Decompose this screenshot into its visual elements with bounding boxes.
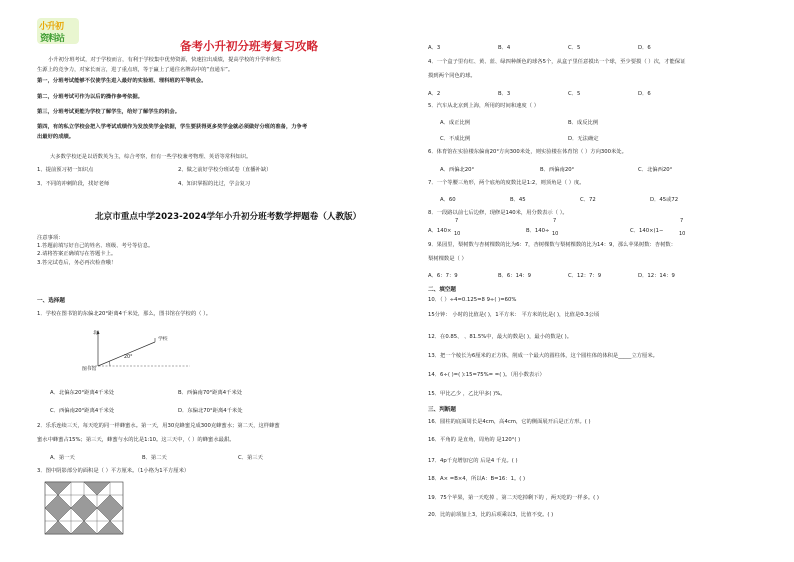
- option-a[interactable]: A．西偏北20°: [440, 167, 475, 173]
- option-d[interactable]: D．6: [638, 45, 651, 51]
- fraction-numerator: 7: [553, 218, 557, 224]
- advice-item: 4、知识掌握的比过，学会复习: [178, 181, 251, 187]
- strategy-title: 备考小升初分班考复习攻略: [180, 39, 318, 53]
- fraction-numerator: 7: [455, 218, 459, 224]
- question-text: 15．甲比乙少 ，乙比甲多( )%。: [428, 391, 506, 397]
- question-text: 4．一个盒子里有红、黄、蓝、绿四种颜色的球各5个，从盒子里任意摸出一个球，至少要摸（ ）次，才能保证: [428, 59, 686, 65]
- question-text: 17．4p千克增加它的 后是4 千克。( ): [428, 458, 518, 464]
- notice-item: 1.答题前填写好自己的姓名、班级、考号等信息。: [37, 243, 154, 249]
- question-text: 14．6÷( )=( ):15=75%= =( )。（用小数表示）: [428, 372, 545, 378]
- question-text: 梨树棵数是（ ）: [428, 256, 467, 262]
- notice-item: 3.答完试卷后，务必再次检查哦！: [37, 260, 117, 266]
- library-label: 图书馆: [82, 367, 97, 372]
- option-b[interactable]: B．成反比例: [568, 120, 599, 126]
- question-text: 6．体育馆在实验楼东偏南20°方向300米处，则实验楼在体育馆（ ）方向300米处。: [428, 149, 627, 155]
- shaded-grid-figure: [45, 482, 125, 536]
- section-choice: 一、选择题: [37, 298, 65, 304]
- option-c[interactable]: C．第三天: [238, 455, 263, 461]
- option-b[interactable]: B．4: [498, 45, 511, 51]
- question-text: 19．75个苹果，第一天吃掉 ，第二天吃掉剩下的 ，两天吃的一样多。( ): [428, 495, 599, 501]
- question-text: 16．平角的 是直角，周角的 是120°( ): [428, 437, 521, 443]
- question-text: 3．图中阴影部分的面积是（ ）平方厘米。（1小格为1平方厘米）: [37, 468, 190, 474]
- option-c[interactable]: C．72: [580, 197, 596, 203]
- option-d[interactable]: D．45或72: [650, 197, 679, 203]
- notice-title: 注意事项：: [37, 235, 64, 241]
- option-b[interactable]: B．西偏南70°距离4千米处: [178, 390, 243, 396]
- option-d[interactable]: D．无法确定: [568, 136, 599, 142]
- option-b[interactable]: B．西偏南20°: [540, 167, 575, 173]
- option-b[interactable]: B．第二天: [142, 455, 167, 461]
- option-a[interactable]: A．第一天: [50, 455, 75, 461]
- option-b[interactable]: B．45: [510, 197, 526, 203]
- option-c[interactable]: C．12：7：9: [568, 273, 602, 279]
- option-a[interactable]: A．北偏东20°距离4千米处: [50, 390, 115, 396]
- advice-item: 3、不同的冲刺阶段，找好老师: [37, 181, 110, 187]
- fraction-denominator: 10: [679, 231, 686, 237]
- fraction-denominator: 10: [454, 231, 461, 237]
- brand-logo: [37, 18, 79, 44]
- point-line: 第二，分班考试可作为以后的操作参考依据。: [37, 94, 143, 100]
- option-a[interactable]: A．60: [440, 197, 456, 203]
- option-b[interactable]: B．3: [498, 91, 511, 97]
- option-a[interactable]: A．成正比例: [440, 120, 471, 126]
- question-text: 20．比的前项加上3，比的后项乘以3，比值不变。( ): [428, 512, 554, 518]
- option-d[interactable]: D．12：14：9: [638, 273, 675, 279]
- option-c[interactable]: C．北偏西20°: [638, 167, 673, 173]
- option-c[interactable]: C．5: [568, 45, 581, 51]
- option-a[interactable]: A．3: [428, 45, 441, 51]
- section-fill: 二、填空题: [428, 287, 456, 293]
- school-label: 学校: [158, 337, 168, 342]
- option-a[interactable]: A．2: [428, 91, 441, 97]
- logo-text-top: 小升初: [39, 22, 64, 32]
- option-d[interactable]: D．6: [638, 91, 651, 97]
- question-text: 蜜水中蜂蜜占15%；第三天，蜂蜜与水的比是1:10。这三天中，（ ）的蜂蜜水最甜。: [37, 437, 235, 443]
- option-c[interactable]: C．西偏南20°距离4千米处: [50, 408, 115, 414]
- question-text: 16．圆柱的底面周长是4cm，高4cm，它的侧面展开后是正方形。( ): [428, 419, 591, 425]
- point-line: 第一，分班考试能够不仅使学生进入最好的实验班、理科班的平等机会。: [37, 78, 207, 84]
- north-label: 北: [93, 331, 98, 336]
- point-line: 第三，分班考试更能为学校了解学生，给好了解学生的机会。: [37, 109, 181, 115]
- option-b[interactable]: B．6：14：9: [498, 273, 532, 279]
- question-text: 摸到两个同色的球。: [428, 73, 476, 79]
- question-text: 5．汽车从北京到上海，所用的时间和速度（ ）: [428, 103, 539, 109]
- angle-label: 20°: [124, 355, 133, 360]
- question-text: 8．一段路以前七后边修，现修是140米，用分数表示（ ）。: [428, 210, 568, 216]
- intro-line: 小升初分班考试，对于学校而言，有利于学校集中优势资源，快速拉出成绩，提高学校的升学率和生: [48, 57, 282, 63]
- point-line: 第四，有的私立学校会把入学考试成绩作为发放奖学金依据，学生要获得更多奖学金就必须做好分班的准备，力争考: [37, 124, 308, 130]
- option-a[interactable]: A．6：7：9: [428, 273, 458, 279]
- question-text: 10．（ ）÷4=0.125=8 9÷( )=60%: [428, 297, 517, 303]
- option-b[interactable]: B．140÷: [526, 228, 550, 234]
- point-line: 出最好的成绩。: [37, 134, 75, 140]
- option-a[interactable]: A．140×: [428, 228, 452, 234]
- exam-title: 北京市重点中学2023-2024学年小升初分班考数学押题卷（人教版）: [95, 212, 362, 222]
- option-c[interactable]: C．140×(1−: [630, 228, 664, 234]
- advice-item: 2、做之前好学校分班试卷（直播补缺）: [178, 167, 272, 173]
- angle-arc: [109, 361, 110, 366]
- question-text: 1．学校在图书馆的东偏北20°距离4千米处，那么，图书馆在学校的（ ）。: [37, 311, 212, 317]
- intro-line: 生源上的竞争力，对家长而言，进了重点班，等于赢上了通往名牌高中的“直通车”。: [37, 67, 234, 73]
- fraction-numerator: 7: [680, 218, 684, 224]
- advice-item: 1、提前预习初一知识点: [37, 167, 94, 173]
- question-text: 13．把一个棱长为6厘米的正方体，削成一个最大的圆柱体，这个圆柱体的体积是_____立方厘米。: [428, 353, 658, 359]
- question-text: 15分钟： 小时的比值是( )，1平方米： 平方米的比是( )，比值是0.3公顷: [428, 312, 600, 318]
- question-text: 18．A× =B×4，所以A：B=16：1。( ): [428, 476, 526, 482]
- section-judge: 三、判断题: [428, 407, 456, 413]
- notice-item: 2.请将答案正确填写在答题卡上。: [37, 251, 117, 257]
- option-c[interactable]: C．不成比例: [440, 136, 471, 142]
- question-text: 9．果园里，梨树数与杏树棵数的比为6：7，杏树棵数与梨树棵数的比为14：9，那么苹果树数：杏树数：: [428, 242, 676, 248]
- advice-intro: 大多数学校还是以语数英为主，综合考察，但有一些学校兼考物理、英语等常科知识。: [50, 154, 252, 160]
- question-text: 7．一个等腰三角形，两个底角的度数比是1:2，则顶角是（ ）度。: [428, 180, 585, 186]
- question-text: 2．乐乐连续三天，每天吃的同一样蜂蜜水。第一天，用30克蜂蜜兑成300克蜂蜜水；第二天，这样蜂蜜: [37, 423, 280, 429]
- option-c[interactable]: C．5: [568, 91, 581, 97]
- option-d[interactable]: D．东偏北70°距离4千米处: [178, 408, 243, 414]
- logo-text-bottom: 资料站: [40, 34, 65, 44]
- fraction-denominator: 10: [552, 231, 559, 237]
- question-text: 12．在0.85、 、81.5%中，最大的数是( )，最小的数是( )。: [428, 334, 573, 340]
